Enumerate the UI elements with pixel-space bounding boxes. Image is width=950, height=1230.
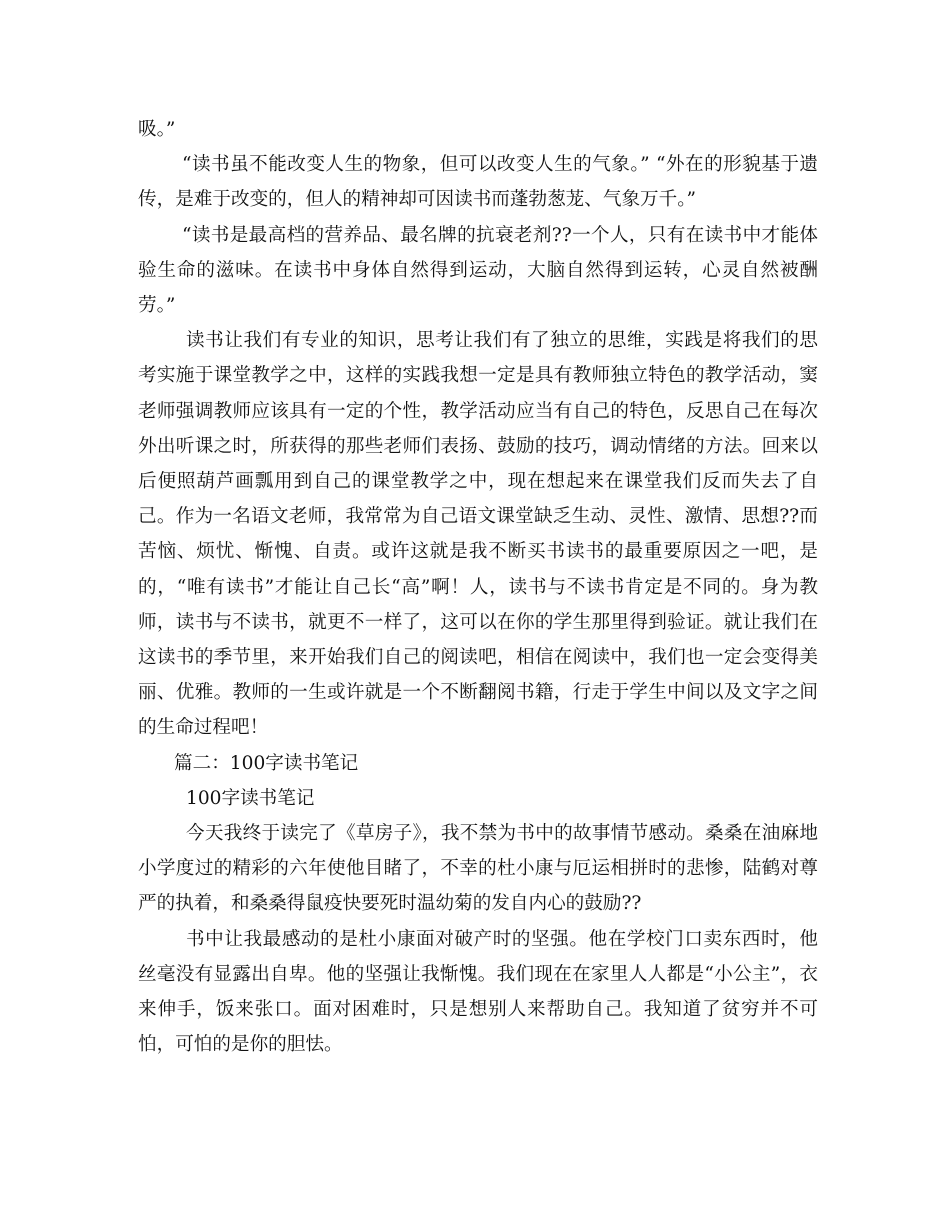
paragraph-book-review: 今天我终于读完了《草房子》，我不禁为书中的故事情节感动。桑桑在油麻地小学度过的精彩的六年使他目睹了，不幸的杜小康与厄运相拼时的悲惨，陆鹤对尊严的执着，和桑桑得鼠疫快要死时温幼菊的发自内心的鼓励?? [138, 823, 818, 915]
section-heading: 篇二：100字读书笔记 [174, 752, 359, 774]
paragraph-most-moving: 书中让我最感动的是杜小康面对破产时的坚强。他在学校门口卖东西时，他丝毫没有显露出自卑。他的坚强让我惭愧。我们现在在家里人人都是“小公主”，衣来伸手，饭来张口。面对困难时，只是想别人来帮助自己。我知道了贫穷并不可怕，可怕的是你的胆怯。 [138, 928, 818, 1056]
paragraph-quote-appearance: “读书虽不能改变人生的物象，但可以改变人生的气象。” “外在的形貌基于遗传，是难于改变的，但人的精神却可因读书而蓬勃葱茏、气象万千。” [138, 154, 818, 211]
document-body [138, 112, 818, 1062]
paragraph-quote-nutrition: “读书是最高档的营养品、最名牌的抗衰老剂??一个人，只有在读书中才能体验生命的滋味。在读书中身体自然得到运动，大脑自然得到运转，心灵自然被酬劳。” [138, 224, 818, 317]
paragraph-teacher-reflection: 读书让我们有专业的知识，思考让我们有了独立的思维，实践是将我们的思考实施于课堂教学之中，这样的实践我想一定是具有教师独立特色的教学活动，窦老师强调教师应该具有一定的个性，教学活动应当有自己的特色，反思自己在每次外出听课之时，所获得的那些老师们表扬、鼓励的技巧，调动情绪的方法。回来以后便照葫芦画瓢用到自己的课堂教学之中，现在想起来在课堂我们反而失去了自己。作为一名语文老师，我常常为自己语文课堂缺乏生动、灵性、激情、思想??而苦恼、烦忧、惭愧、自责。或许这就是我不断买书读书的最重要原因之一吧，是的，“唯有读书”才能让自己长“高”啊！人，读书与不读书肯定是不同的。身为教师，读书与不读书，就更不一样了，这可以在你的学生那里得到验证。就让我们在这读书的季节里，来开始我们自己的阅读吧，相信在阅读中，我们也一定会变得美丽、优雅。教师的一生或许就是一个不断翻阅书籍，行走于学生中间以及文字之间的生命过程吧！ [138, 330, 818, 739]
article-title: 100字读书笔记 [186, 787, 315, 809]
paragraph-quote-end: 吸。” [138, 119, 176, 140]
